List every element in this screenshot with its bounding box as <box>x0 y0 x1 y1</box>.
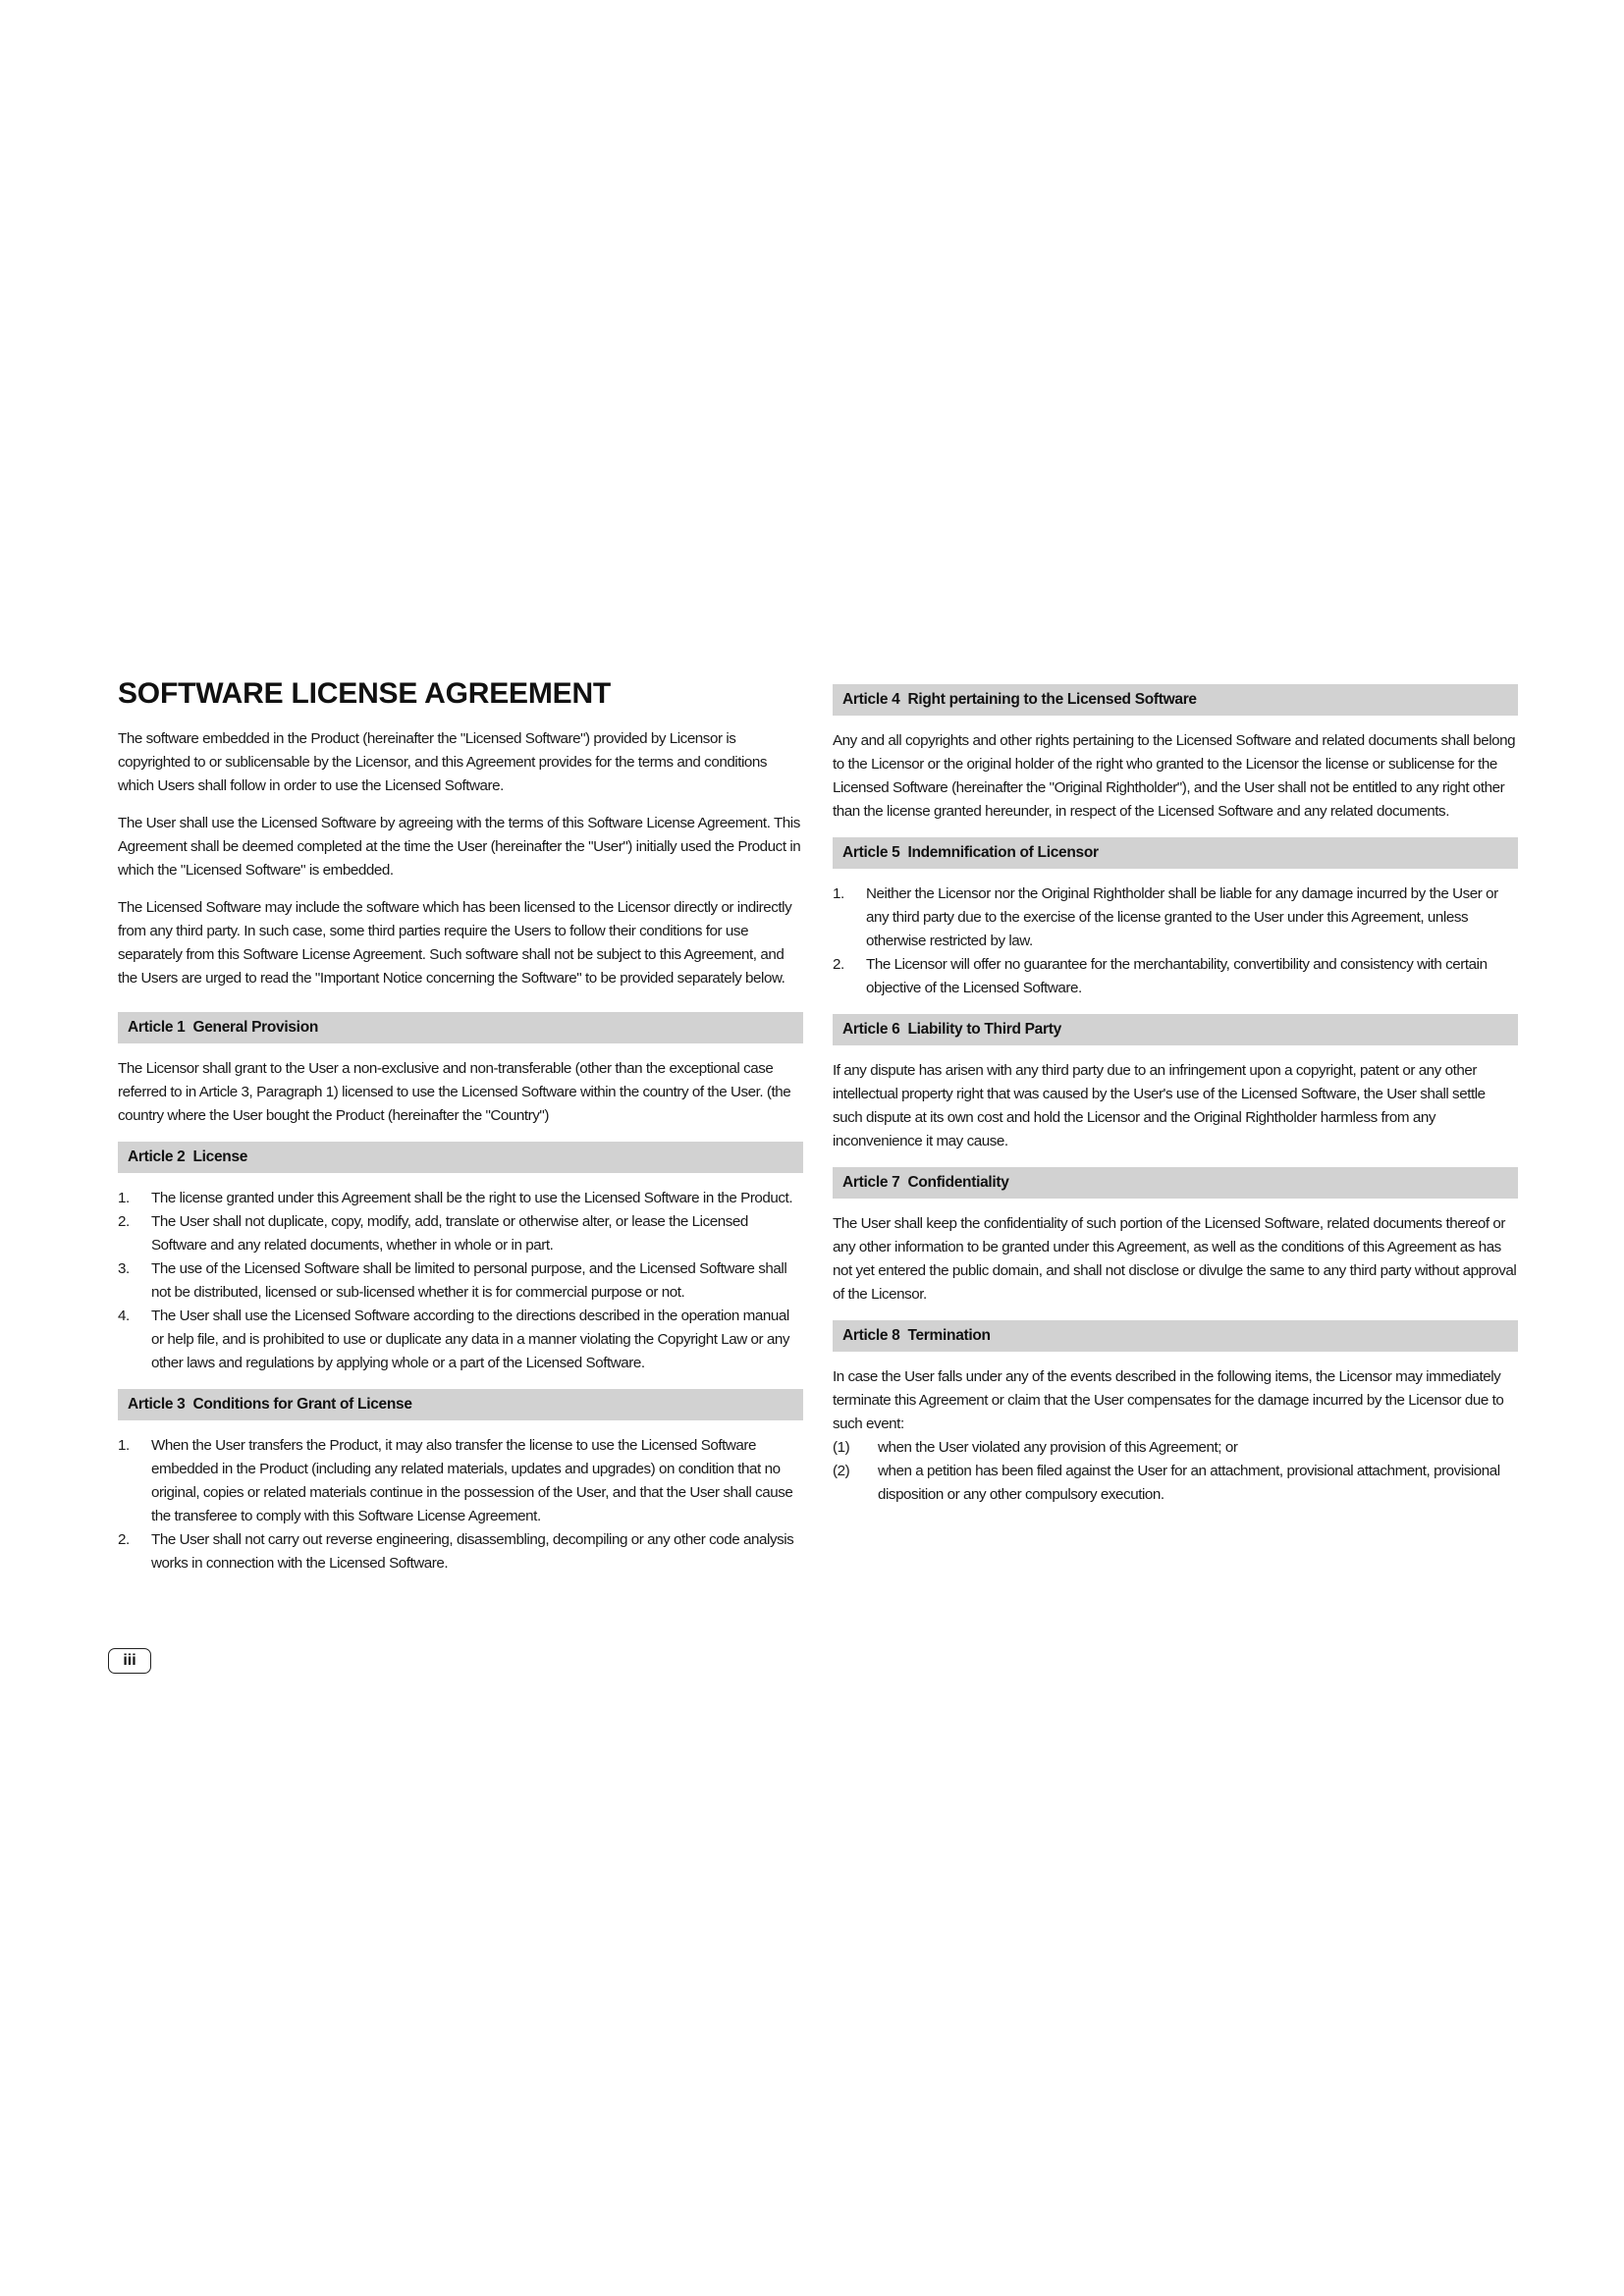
article-7-text: The User shall keep the confidentiality of such portion of the Licensed Software, related documents thereof or any other information to be granted under this Agreement, as well as the conditions of this Agreement as has not yet entered the public domain, and shall not disclose or divulge the same to any third party without approval of the Licensor. <box>833 1215 1517 1303</box>
list-item <box>118 1528 803 1575</box>
list-item <box>833 1460 1518 1507</box>
list-item <box>118 1187 803 1210</box>
intro-paragraph-1: The software embedded in the Product (hereinafter the "Licensed Software") provided by Licensor is copyrighted to or sublicensable by the Licensor, and this Agreement provides for the terms and conditions which Users shall follow in order to use the Licensed Software. <box>118 729 768 794</box>
list-item-text: The use of the Licensed Software shall be limited to personal purpose, and the Licensed Software shall not be distributed, licensed or sub-licensed whether it is for commercial purpose or not. <box>151 1259 787 1301</box>
list-item-text: The Licensor will offer no guarantee for the merchantability, convertibility and consistency with certain objective of the Licensed Software. <box>866 956 1488 996</box>
article-1-number: Article 1 <box>128 1018 186 1036</box>
article-6-heading <box>833 1014 1518 1045</box>
article-4-title: Right pertaining to the Licensed Software <box>907 691 1197 708</box>
list-marker: 2. <box>118 1530 130 1548</box>
list-marker: (1) <box>833 1439 850 1456</box>
list-marker: 4. <box>118 1307 130 1324</box>
page-number: iii <box>108 1648 151 1674</box>
article-3-title: Conditions for Grant of License <box>192 1395 412 1413</box>
article-3-number: Article 3 <box>128 1395 186 1413</box>
list-marker: (2) <box>833 1463 850 1479</box>
left-column <box>118 677 803 1589</box>
article-8-list <box>833 1436 1518 1507</box>
article-5-title: Indemnification of Licensor <box>907 844 1099 861</box>
article-1-text: The Licensor shall grant to the User a non-exclusive and non-transferable (other than the exceptional case referred to in Article 3, Paragraph 1) licensed to use the Licensed Software within the country of the User. (the country where the User bought the Product (hereinafter the "Country") <box>118 1059 791 1124</box>
list-item <box>118 1305 803 1375</box>
article-4-number: Article 4 <box>842 691 900 708</box>
article-2-list <box>118 1187 803 1375</box>
list-item-text: when a petition has been filed against the User for an attachment, provisional attachment, provisional disposition or any other compulsory execution. <box>878 1463 1500 1503</box>
list-item-text: The User shall not duplicate, copy, modify, add, translate or otherwise alter, or lease the Licensed Software and any related documents, whether in whole or in part. <box>151 1212 748 1254</box>
list-marker: 1. <box>833 885 844 902</box>
list-item-text: The User shall not carry out reverse engineering, disassembling, decompiling or any other code analysis works in connection with the Licensed Software. <box>151 1530 794 1572</box>
article-3-heading <box>118 1389 803 1420</box>
list-item <box>118 1257 803 1305</box>
article-8-title: Termination <box>907 1327 991 1344</box>
article-4-text: Any and all copyrights and other rights pertaining to the Licensed Software and related documents shall belong to the Licensor or the original holder of the right who granted to the Licensor the license or sublicense for the Licensed Software (hereinafter the "Original Rightholder"), and the User shall not be entitled to any right other than the license granted hereunder, in respect of the Licensed Software and any related documents. <box>833 732 1516 820</box>
intro-paragraph-3: The Licensed Software may include the software which has been licensed to the Licensor directly or indirectly from any third party. In such case, some third parties require the Users to follow their conditions for use separately from this Software License Agreement. Such software shall not be subject to this Agreement, and the Users are urged to read the "Important Notice concerning the Software" to be provided separately below. <box>118 898 792 987</box>
list-item-text: The User shall use the Licensed Software according to the directions described in the operation manual or help file, and is prohibited to use or duplicate any data in a manner violating the Copyright Law or any other laws and regulations by applying whole or a part of the Licensed Software. <box>151 1307 790 1371</box>
list-item <box>118 1434 803 1528</box>
article-2-title: License <box>192 1148 248 1165</box>
list-item <box>833 1436 1518 1460</box>
list-item <box>118 1210 803 1257</box>
list-item-text: When the User transfers the Product, it may also transfer the license to use the Licensed Software embedded in the Product (including any related materials, updates and upgrades) on condition that no original, copies or related materials continue in the possession of the User, and that the User shall cause the transferee to comply with this Software License Agreement. <box>151 1436 793 1524</box>
article-2-number: Article 2 <box>128 1148 186 1165</box>
list-marker: 1. <box>118 1189 130 1206</box>
list-item <box>833 953 1518 1000</box>
list-marker: 2. <box>833 956 844 973</box>
article-8-text: In case the User falls under any of the events described in the following items, the Licensor may immediately terminate this Agreement or claim that the User compensates for the damage incurred by the Licensor due to such event: <box>833 1368 1504 1432</box>
list-item-text: The license granted under this Agreement shall be the right to use the Licensed Software in the Product. <box>151 1189 793 1206</box>
article-5-heading <box>833 837 1518 869</box>
article-7-title: Confidentiality <box>907 1174 1009 1191</box>
article-1-heading <box>118 1012 803 1043</box>
article-6-title: Liability to Third Party <box>907 1021 1061 1038</box>
list-marker: 2. <box>118 1212 130 1230</box>
article-2-heading <box>118 1142 803 1173</box>
article-3-list <box>118 1434 803 1575</box>
article-4-heading <box>833 684 1518 716</box>
article-8-number: Article 8 <box>842 1327 900 1344</box>
article-6-text: If any dispute has arisen with any third party due to an infringement upon a copyright, patent or any other intellectual property right that was caused by the User's use of the Licensed Software, the User shall settle such dispute at its own cost and hold the Licensor and the Original Rightholder harmless from any inconvenience it may cause. <box>833 1062 1486 1149</box>
article-5-number: Article 5 <box>842 844 900 861</box>
list-item-text: when the User violated any provision of this Agreement; or <box>878 1439 1238 1456</box>
document-title: SOFTWARE LICENSE AGREEMENT <box>118 677 612 710</box>
right-column <box>833 684 1518 1521</box>
list-marker: 1. <box>118 1436 130 1454</box>
intro-paragraph-2: The User shall use the Licensed Software by agreeing with the terms of this Software License Agreement. This Agreement shall be deemed completed at the time the User (hereinafter the "User") initially used the Product in which the "Licensed Software" is embedded. <box>118 814 801 879</box>
article-8-heading <box>833 1320 1518 1352</box>
article-7-heading <box>833 1167 1518 1199</box>
article-7-number: Article 7 <box>842 1174 900 1191</box>
article-1-title: General Provision <box>192 1018 319 1036</box>
list-item <box>833 882 1518 953</box>
list-item-text: Neither the Licensor nor the Original Rightholder shall be liable for any damage incurred by the User or any third party due to the exercise of the license granted to the User under this Agreement, unless otherwise restricted by law. <box>866 885 1498 949</box>
article-5-list <box>833 882 1518 1000</box>
article-6-number: Article 6 <box>842 1021 900 1038</box>
list-marker: 3. <box>118 1259 130 1277</box>
